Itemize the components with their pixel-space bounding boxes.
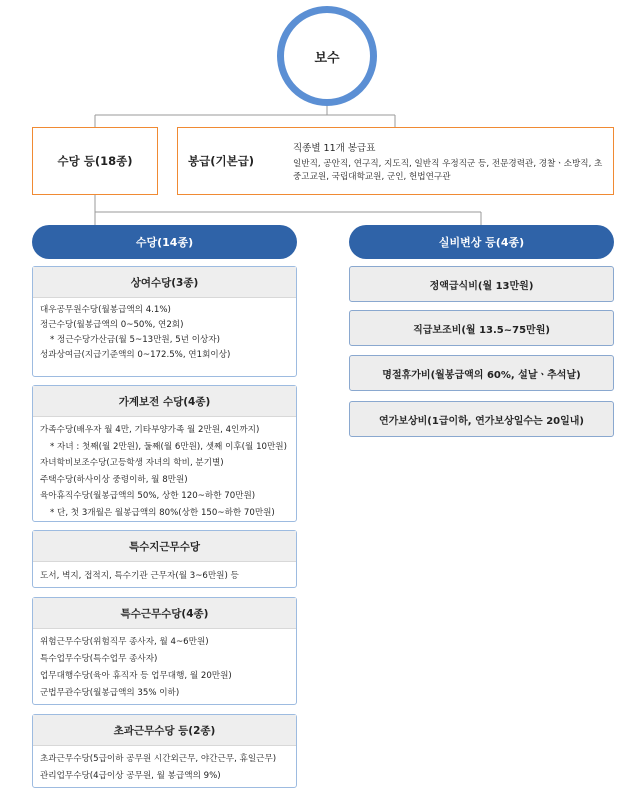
salary-description: 일반직, 공안직, 연구직, 지도직, 일반직 우정직군 등, 전문경력관, 경찰ㆍ소방직, 초중고교원, 국립대학교원, 군인, 헌법연구관 — [293, 159, 603, 182]
box-line: 특수업무수당(특수업무 종사자) — [40, 654, 158, 664]
allowances-label: 수당 등(18종) — [57, 154, 133, 168]
special-area-allowance-box — [32, 530, 297, 588]
box-title: 상여수당(3종) — [33, 267, 296, 298]
leave-compensation-box — [349, 401, 614, 437]
box-line: 가족수당(배우자 월 4만, 기타부양가족 월 2만원, 4인까지) — [40, 425, 260, 435]
expense-item-label: 직급보조비(월 13.5~75만원) — [413, 324, 550, 336]
allowance-group-header — [32, 225, 297, 259]
box-line: 육아휴직수당(월봉급액의 50%, 상한 120~하한 70만원) — [40, 491, 256, 501]
box-line: 도서, 벽지, 접적지, 특수기관 근무자(월 3~6만원) 등 — [40, 571, 239, 581]
box-subline: * 정근수당가산금(월 5~13만원, 5년 이상자) — [50, 335, 220, 345]
expense-item-label: 명절휴가비(월봉급액의 60%, 설날ㆍ추석날) — [382, 369, 581, 381]
box-title: 특수지근무수당 — [33, 531, 296, 562]
box-subline: * 자녀 : 첫째(월 2만원), 둘째(월 6만원), 셋째 이후(월 10만원) — [50, 441, 287, 452]
expense-group-label: 실비변상 등(4종) — [438, 236, 525, 249]
expense-item-label: 연가보상비(1급이하, 연가보상일수는 20일내) — [379, 415, 584, 427]
box-line: 위험근무수당(위험직무 종사자, 월 4~6만원) — [40, 637, 209, 647]
box-line: 관리업무수당(4급이상 공무원, 월 봉급액의 9%) — [40, 771, 221, 781]
box-title: 초과근무수당 등(2종) — [33, 715, 296, 746]
overtime-allowance-box — [32, 714, 297, 788]
root-node-remuneration — [277, 6, 377, 106]
allowance-group-label: 수당(14종) — [135, 236, 194, 249]
salary-node — [177, 127, 614, 195]
box-line: 군법무관수당(월봉급액의 35% 이하) — [40, 688, 180, 698]
box-line: 정근수당(월봉급액의 0~50%, 연2회) — [40, 320, 184, 330]
box-subline: * 단, 첫 3개월은 월봉급액의 80%(상한 150~하한 70만원) — [50, 507, 275, 518]
salary-heading: 직종별 11개 봉급표 — [293, 143, 376, 154]
box-line: 성과상여금(지급기준액의 0~172.5%, 연1회이상) — [40, 350, 231, 360]
box-line: 주택수당(하사이상 중령이하, 월 8만원) — [40, 474, 188, 485]
special-duty-allowance-box — [32, 597, 297, 705]
box-line: 자녀학비보조수당(고등학생 자녀의 학비, 분기별) — [40, 458, 224, 468]
household-allowance-box — [32, 385, 297, 522]
holiday-bonus-box — [349, 355, 614, 391]
expense-group-header — [349, 225, 614, 259]
root-label: 보수 — [314, 50, 340, 66]
meal-allowance-box — [349, 266, 614, 302]
bonus-allowance-box — [32, 266, 297, 377]
box-line: 초과근무수당(5급이하 공무원 시간외근무, 야간근무, 휴일근무) — [40, 754, 277, 764]
salary-label: 봉급(기본급) — [188, 154, 255, 168]
box-title: 가계보전 수당(4종) — [33, 386, 296, 417]
position-allowance-box — [349, 310, 614, 346]
box-line: 대우공무원수당(월봉급액의 4.1%) — [40, 305, 171, 315]
allowances-node — [32, 127, 158, 195]
expense-item-label: 정액급식비(월 13만원) — [429, 280, 534, 292]
box-title: 특수근무수당(4종) — [33, 598, 296, 629]
box-line: 업무대행수당(육아 휴직자 등 업무대행, 월 20만원) — [40, 671, 232, 681]
